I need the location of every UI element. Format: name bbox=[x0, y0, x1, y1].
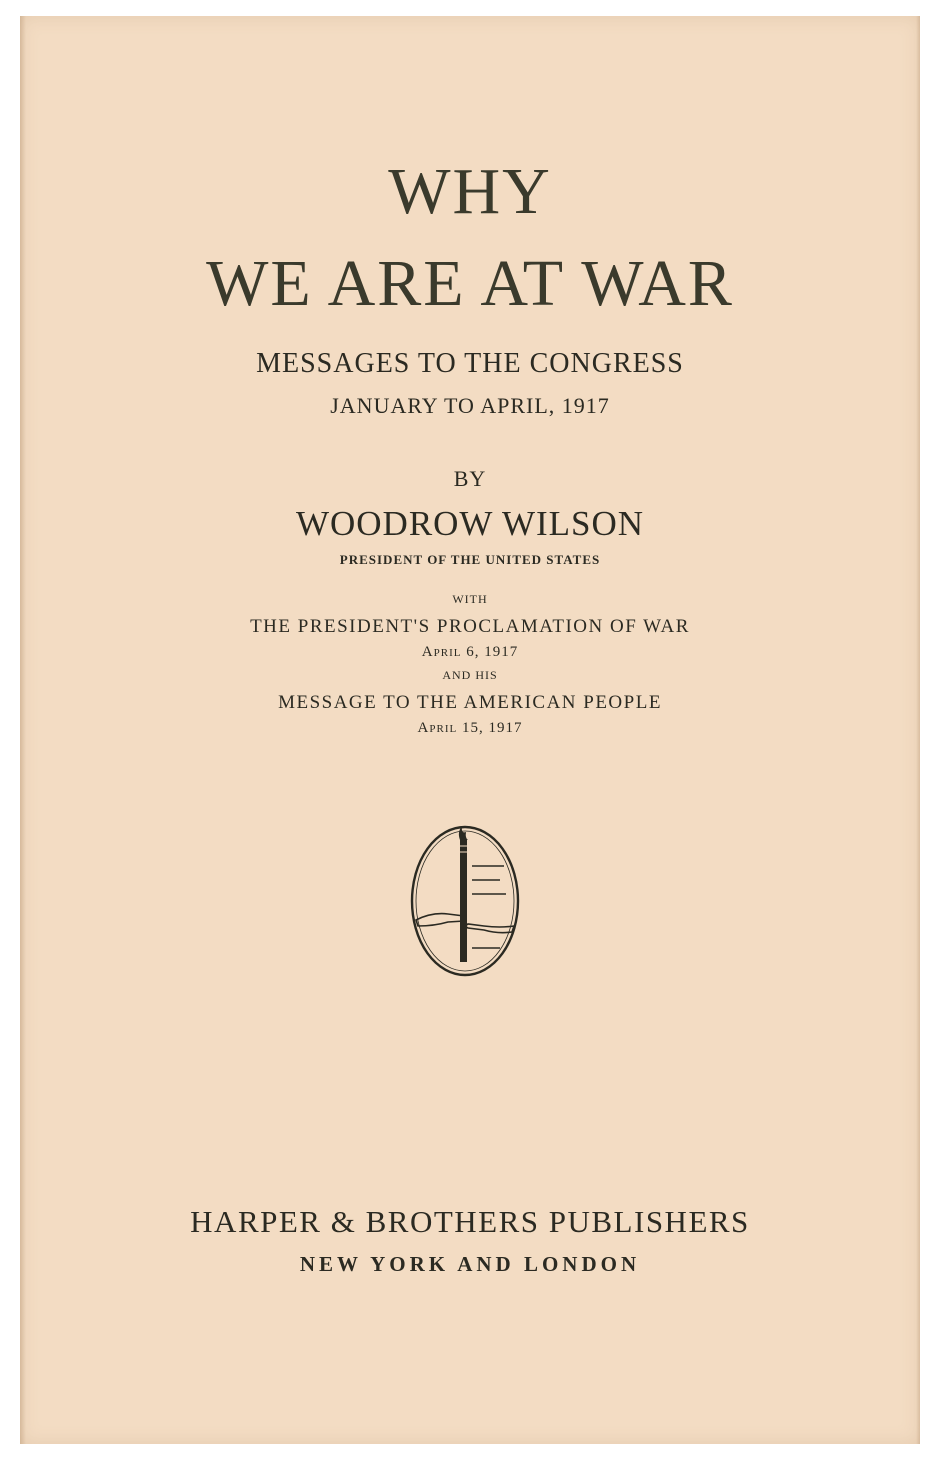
title-page bbox=[20, 16, 920, 1444]
message-date: April 15, 1917 bbox=[417, 720, 523, 736]
with-label: WITH bbox=[452, 592, 488, 606]
proclamation-title: THE PRESIDENT'S PROCLAMATION OF WAR bbox=[250, 616, 690, 637]
title-line-2: WE ARE AT WAR bbox=[206, 247, 734, 320]
and-his-label: AND HIS bbox=[442, 668, 498, 682]
subtitle-line-1: MESSAGES TO THE CONGRESS bbox=[256, 348, 684, 379]
author-name: WOODROW WILSON bbox=[295, 504, 645, 543]
by-label: BY bbox=[453, 466, 487, 491]
title-line-1: WHY bbox=[388, 155, 552, 228]
publisher-name: HARPER & BROTHERS PUBLISHERS bbox=[190, 1204, 750, 1239]
message-title: MESSAGE TO THE AMERICAN PEOPLE bbox=[278, 692, 662, 713]
proclamation-date: April 6, 1917 bbox=[421, 644, 519, 660]
author-title: PRESIDENT OF THE UNITED STATES bbox=[339, 552, 601, 567]
torch-and-hands-printer-mark-icon bbox=[408, 822, 522, 980]
publisher-cities: NEW YORK AND LONDON bbox=[299, 1252, 641, 1276]
subtitle-line-2: JANUARY TO APRIL, 1917 bbox=[330, 393, 610, 418]
